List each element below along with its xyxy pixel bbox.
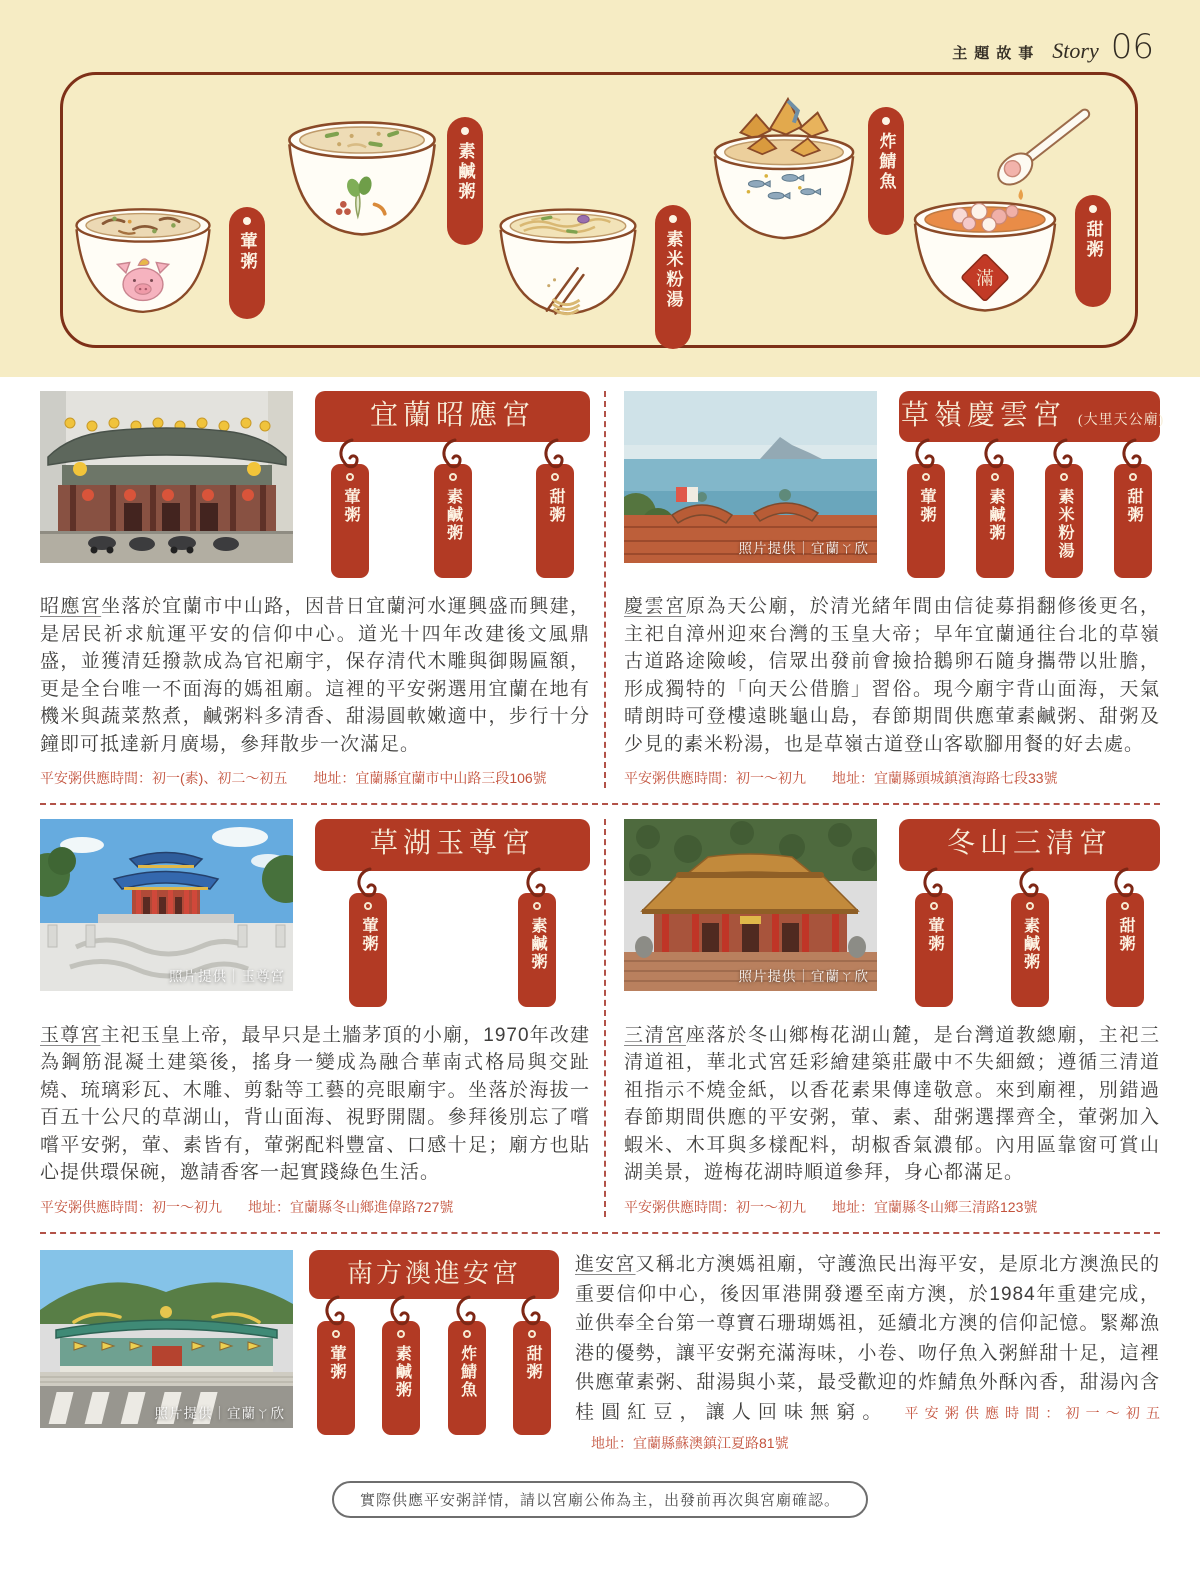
title-and-tags: [309, 1250, 559, 1457]
photo-credit: 照片提供｜宜蘭ㄚ欣: [738, 969, 869, 985]
intro-lead: 昭應宮: [40, 596, 102, 618]
temple-title-banner: [899, 819, 1160, 870]
temple-row-1: [40, 391, 1165, 788]
hang-tag: [907, 464, 945, 578]
hang-tag: [1106, 893, 1144, 1007]
hang-tag: [1045, 464, 1083, 578]
tag-label: 素鹹粥: [987, 488, 1004, 543]
photo-credit: 照片提供｜宜蘭ㄚ欣: [738, 541, 869, 556]
temple-intro: [40, 1022, 590, 1187]
temple-address: 地址：宜蘭縣冬山鄉三清路123號: [832, 1198, 1038, 1215]
category-label: 主題故事: [952, 45, 1041, 62]
rice-noodle-soup-bowl-illustration: [491, 191, 645, 335]
temple-title-banner: [315, 819, 590, 870]
tag-label: 葷粥: [328, 1344, 345, 1381]
hang-tag: [518, 893, 556, 1007]
bullet-dot-icon: [1089, 205, 1097, 213]
banner-tag-label: 素鹹粥: [455, 142, 475, 202]
intro-lead: 慶雲宮: [624, 596, 686, 618]
photo-credit: 照片提供｜宜蘭ㄚ欣: [154, 1405, 285, 1421]
hang-tag: [331, 464, 369, 578]
tag-label: 素鹹粥: [1021, 916, 1039, 971]
tag-label: 甜粥: [523, 1344, 541, 1381]
footer-note: 實際供應平安粥詳情，請以宮廟公佈為主，出發前再次與宮廟確認。: [359, 1492, 840, 1510]
hang-tag: [513, 1321, 551, 1435]
intro-body: 坐落於宜蘭市中山路，因昔日宜蘭河水運興盛而興建，是居民祈求航運平安的信仰中心。道光十四年改建後文風鼎盛，並獲清廷撥款成為官祀廟宇，保存清代木雕與御賜匾額，更是全台唯一不面海的媽祖廟。這裡的平安粥選用宜蘭在地有機米與蔬菜熬煮，鹹粥料多清香、甜湯圓軟嫩適中，步行十分鐘即可抵達新月廣場，參拜散步一次滿足。: [40, 596, 590, 755]
content-area: [0, 377, 1200, 1518]
temple-photo: [40, 1250, 293, 1428]
banner-tag-label: 甜粥: [1083, 220, 1103, 260]
sweet-porridge-bowl-illustration: [905, 183, 1065, 333]
svg-text:滿: 滿: [976, 268, 994, 289]
hook-icon: [1120, 438, 1144, 480]
top-banner-area: [0, 0, 1200, 377]
temple-meta: [624, 768, 1160, 788]
bullet-dot-icon: [669, 215, 677, 223]
intro-lead: 進安宮: [575, 1253, 636, 1275]
temple-title-banner: [309, 1250, 559, 1299]
temple-card-jinan: [40, 1250, 1160, 1457]
temple-title-banner: [899, 391, 1165, 442]
title-and-tags: [899, 819, 1160, 1006]
tag-label: 甜粥: [547, 488, 564, 525]
tag-label: 炸鯖魚: [458, 1344, 476, 1399]
banner-tag-label: 炸鯖魚: [876, 132, 896, 192]
serving-time: 平安粥供應時間：初一～初九: [40, 1198, 222, 1215]
temple-meta: [40, 1197, 590, 1217]
hang-tag: [976, 464, 1014, 578]
hang-tag: [1011, 893, 1049, 1007]
hang-tag: [915, 893, 953, 1007]
intro-lead: 三清宮: [624, 1024, 686, 1046]
row-divider: [40, 1232, 1160, 1234]
banner-tag-label: 素米粉湯: [663, 230, 683, 310]
bullet-dot-icon: [882, 117, 890, 125]
intro-body: 又稱北方澳媽祖廟，守護漁民出海平安，是原北方澳漁民的重要信仰中心，後因軍港開發遷至南方澳，於1984年重建完成，並供奉全台第一尊寶石珊瑚媽祖，延續北方澳的信仰記憶。緊鄰漁港的優勢，讓平安粥充滿海味，小卷、吻仔魚入粥鮮甜十足，這裡供應葷素粥、甜湯與小菜，最受歡迎的炸鯖魚外酥內香，甜湯內含桂圓紅豆，讓人回味無窮。: [575, 1253, 1160, 1424]
hang-tag: [1114, 464, 1152, 578]
temple-title: 冬山三清宮: [946, 828, 1112, 860]
temple-address: 地址：宜蘭縣冬山鄉進偉路727號: [248, 1198, 454, 1215]
temple-title: 草湖玉尊宮: [369, 828, 535, 860]
hook-icon: [1017, 867, 1041, 909]
serving-time: 平安粥供應時間：初一～初五: [904, 1405, 1160, 1422]
banner-tag-fried-mackerel: [868, 107, 904, 235]
temple-intro: [40, 593, 590, 758]
row-divider: [40, 803, 1160, 805]
hang-tag: [382, 1321, 420, 1435]
tag-label: 素鹹粥: [444, 488, 462, 543]
temple-meta: [624, 1197, 1160, 1217]
tag-label: 甜粥: [1125, 488, 1142, 525]
serving-time: 平安粥供應時間：初一～初九: [624, 770, 806, 787]
tag-label: 葷粥: [360, 916, 377, 953]
hook-icon: [323, 1295, 347, 1337]
temple-address: 地址：宜蘭縣宜蘭市中山路三段106號: [313, 770, 547, 787]
story-label: Story: [1052, 38, 1099, 63]
banner-tag-label: 葷粥: [237, 232, 257, 272]
serving-time: 平安粥供應時間：初一～初九: [624, 1198, 806, 1215]
masthead: [952, 27, 1154, 67]
temple-intro: [575, 1250, 1160, 1457]
temple-photo: [40, 819, 293, 991]
hook-icon: [542, 438, 566, 480]
temple-photo: [624, 391, 877, 563]
temple-photo: [40, 391, 293, 563]
hook-icon: [337, 438, 361, 480]
hook-icon: [1051, 438, 1075, 480]
temple-title: 宜蘭昭應宮: [369, 400, 535, 431]
temple-photo: [624, 819, 877, 991]
tag-label: 葷粥: [918, 488, 935, 525]
temple-card-zhaoying: [40, 391, 606, 788]
photo-credit: 照片提供｜玉尊宮: [169, 969, 285, 985]
hook-icon: [355, 867, 379, 909]
intro-body: 座落於冬山鄉梅花湖山麓，是台灣道教總廟，主祀三清道祖，華北式宮廷彩繪建築莊嚴中不失細緻；遵循三清道祖指示不燒金紙，以香花素果傳達敬意。來到廟裡，別錯過春節期間供應的平安粥，葷、素、甜粥選擇齊全，葷粥加入蝦米、木耳與多樣配料，胡椒香氣濃郁。內用區靠窗可賞山湖美景，遊梅花湖時順道參拜，身心都滿足。: [624, 1024, 1160, 1184]
hook-icon: [454, 1295, 478, 1337]
bullet-dot-icon: [461, 127, 469, 135]
temple-title-banner: [315, 391, 590, 442]
temple-row-2: [40, 819, 1160, 1216]
hook-icon: [921, 867, 945, 909]
title-and-tags: [315, 819, 590, 1006]
tag-label: 素鹹粥: [393, 1344, 411, 1399]
hang-tag: [448, 1321, 486, 1435]
hook-icon: [440, 438, 464, 480]
banner-tag-meat-porridge: [229, 207, 265, 319]
story-number: 06: [1110, 27, 1154, 67]
hook-icon: [1112, 867, 1136, 909]
temple-subtitle: (大里天公廟): [1078, 413, 1165, 428]
temple-card-sanqing: [606, 819, 1160, 1216]
tag-label: 素米粉湯: [1056, 488, 1073, 561]
meat-porridge-bowl-illustration: [67, 191, 219, 333]
hook-icon: [388, 1295, 412, 1337]
tag-label: 甜粥: [1117, 916, 1134, 953]
tag-label: 葷粥: [926, 916, 943, 953]
hang-tag: [536, 464, 574, 578]
hang-tag: [317, 1321, 355, 1435]
tag-label: 葷粥: [342, 488, 359, 525]
veggie-porridge-bowl-illustration: [279, 99, 445, 261]
hang-tag: [349, 893, 387, 1007]
banner-tag-veggie-porridge: [447, 117, 483, 245]
temple-title: 南方澳進安宮: [346, 1258, 521, 1288]
bullet-dot-icon: [243, 217, 251, 225]
hook-icon: [519, 1295, 543, 1337]
temple-title: 草嶺慶雲宮: [901, 400, 1067, 431]
porridge-illustration-banner: [60, 72, 1138, 348]
intro-lead: 玉尊宮: [40, 1024, 101, 1046]
temple-meta: [40, 768, 590, 788]
temple-card-qingyun: [606, 391, 1165, 788]
tag-label: 素鹹粥: [529, 916, 546, 971]
title-and-tags: [315, 391, 590, 578]
temple-photo-art: [40, 391, 293, 563]
intro-body: 原為天公廟，於清光緒年間由信徒募捐翻修後更名，主祀自漳州迎來台灣的玉皇大帝；早年宜蘭通往台北的草嶺古道路途險峻，信眾出發前會撿拾鵝卵石隨身攜帶以壯膽，形成獨特的「向天公借膽」習俗。現今廟宇背山面海，天氣晴朗時可登樓遠眺龜山島，春節期間供應葷素鹹粥、甜粥及少見的素米粉湯，也是草嶺古道登山客歇腳用餐的好去處。: [624, 596, 1160, 755]
hook-icon: [982, 438, 1006, 480]
serving-time: 平安粥供應時間：初一(素)、初二～初五: [40, 770, 288, 787]
temple-card-yuzun: [40, 819, 606, 1216]
banner-tag-sweet-porridge: [1075, 195, 1111, 307]
temple-address: 地址：宜蘭縣蘇澳鎮江夏路81號: [591, 1434, 789, 1451]
banner-tag-rice-noodle-soup: [655, 205, 691, 349]
hang-tag: [434, 464, 472, 578]
fried-mackerel-bowl-illustration: [705, 89, 863, 253]
temple-address: 地址：宜蘭縣頭城鎮濱海路七段33號: [832, 770, 1058, 787]
title-and-tags: [899, 391, 1165, 578]
intro-body: 主祀玉皇上帝，最早只是土牆茅頂的小廟，1970年改建為鋼筋混凝土建築後，搖身一變成為融合華南式格局與交趾燒、琉璃彩瓦、木雕、剪黏等工藝的亮眼廟宇。坐落於海拔一百五十公尺的草湖山，背山面海、視野開闊。參拜後別忘了嚐嚐平安粥，葷、素皆有，葷粥配料豐富、口感十足；廟方也貼心提供環保碗，邀請香客一起實踐綠色生活。: [40, 1024, 590, 1184]
hook-icon: [524, 867, 548, 909]
temple-intro: [624, 1022, 1160, 1187]
footer-note-pill: [332, 1481, 868, 1518]
temple-intro: [624, 593, 1160, 758]
hook-icon: [913, 438, 937, 480]
